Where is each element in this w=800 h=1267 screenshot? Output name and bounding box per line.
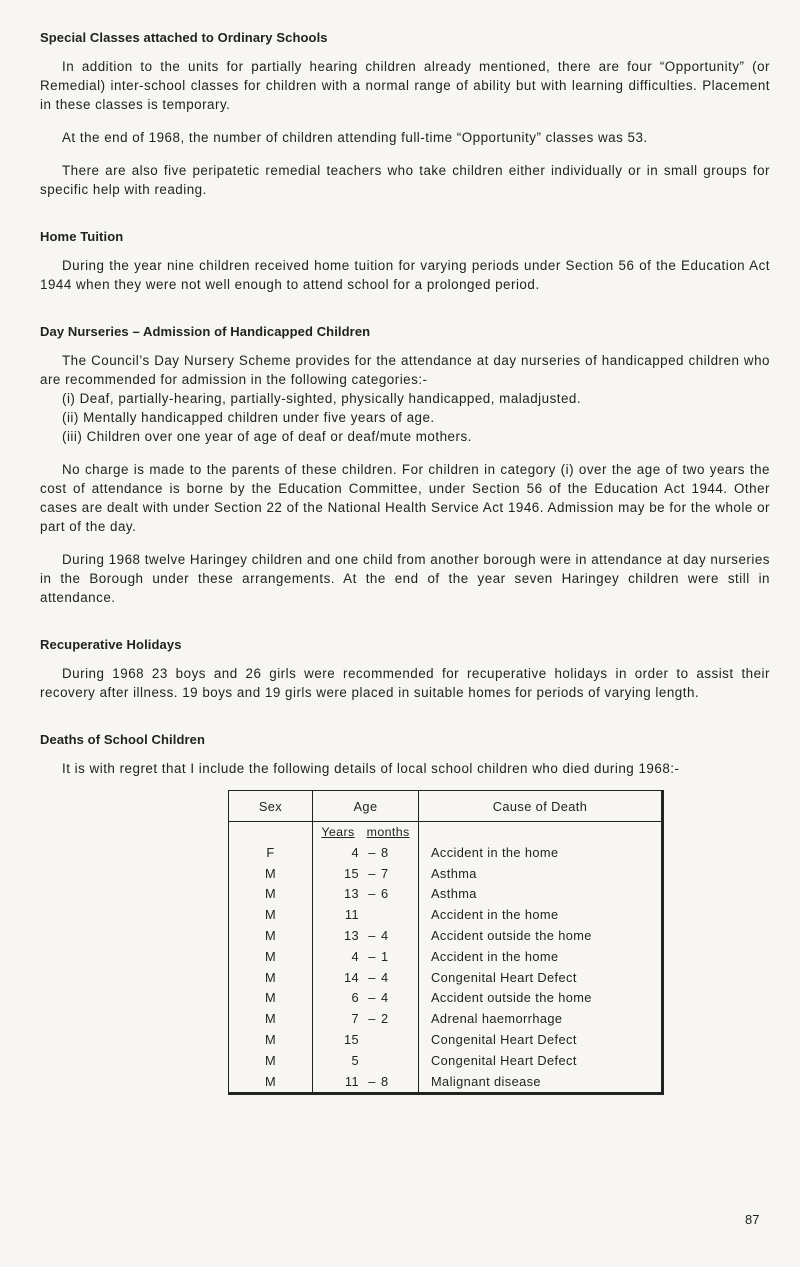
age-cell <box>313 946 419 967</box>
age-cell <box>313 1050 419 1071</box>
age-years: 7 <box>351 1011 359 1027</box>
sex-cell: M <box>229 863 313 884</box>
age-years: 15 <box>343 1032 359 1048</box>
age-dash: – <box>368 844 376 860</box>
subheader-empty <box>419 822 663 843</box>
special-classes-paragraph-3: There are also five peripatetic remedial teachers who take children either individually or in small groups for specific help with reading. <box>40 163 770 197</box>
age-cell <box>313 884 419 905</box>
table-row <box>229 925 663 946</box>
table-row <box>229 842 663 863</box>
cause-cell: Asthma <box>431 886 477 902</box>
category-item: (iii) Children over one year of age of deaf or deaf/mute mothers. <box>62 429 472 444</box>
special-classes-heading: Special Classes attached to Ordinary Schools <box>40 30 328 45</box>
age-months: 4 <box>381 969 389 985</box>
age-years: 13 <box>343 886 359 902</box>
day-nurseries-heading: Day Nurseries – Admission of Handicapped Children <box>40 324 371 339</box>
sex-cell: M <box>229 946 313 967</box>
subheader-months: months <box>366 825 410 839</box>
age-dash: – <box>368 928 376 944</box>
subheader-empty <box>229 822 313 843</box>
cause-cell: Accident outside the home <box>431 990 592 1006</box>
age-years: 4 <box>351 844 359 860</box>
day-nurseries-intro: The Council’s Day Nursery Scheme provides for the attendance at day nurseries of handicapped children who are recommended for admission in the following categories:- <box>40 353 770 387</box>
cause-cell: Malignant disease <box>431 1073 541 1089</box>
cause-cell: Adrenal haemorrhage <box>431 1011 563 1027</box>
table-row <box>229 946 663 967</box>
sex-cell: M <box>229 1029 313 1050</box>
special-classes-paragraph-2: At the end of 1968, the number of children attending full-time “Opportunity” classes was 53. <box>62 130 648 145</box>
sex-cell: M <box>229 967 313 988</box>
table-row <box>229 863 663 884</box>
age-cell <box>313 904 419 925</box>
page-number: 87 <box>745 1212 760 1227</box>
age-cell <box>313 925 419 946</box>
age-months: 2 <box>381 1011 389 1027</box>
age-months: 4 <box>381 990 389 1006</box>
cause-cell: Asthma <box>431 865 477 881</box>
age-years: 6 <box>351 990 359 1006</box>
cause-cell: Congenital Heart Defect <box>431 969 577 985</box>
age-dash: – <box>368 1011 376 1027</box>
age-years: 13 <box>343 928 359 944</box>
age-dash: – <box>368 948 376 964</box>
age-cell <box>313 988 419 1009</box>
age-subheader <box>313 822 419 843</box>
age-years: 15 <box>343 865 359 881</box>
column-header-sex: Sex <box>229 791 313 822</box>
day-nurseries-paragraph-2: During 1968 twelve Haringey children and one child from another borough were in attendance at day nurseries in the Borough under these arrangements. At the end of the year seven Haringey children were still in attendance. <box>40 552 770 605</box>
age-cell <box>313 863 419 884</box>
table-row <box>229 1029 663 1050</box>
age-dash: – <box>368 1073 376 1089</box>
age-years: 4 <box>351 948 359 964</box>
sex-cell: M <box>229 1050 313 1071</box>
deaths-table <box>228 790 664 1095</box>
category-item: (ii) Mentally handicapped children under five years of age. <box>62 410 435 425</box>
sex-cell: M <box>229 988 313 1009</box>
deaths-heading: Deaths of School Children <box>40 732 206 747</box>
sex-cell: M <box>229 925 313 946</box>
table-row <box>229 1050 663 1071</box>
age-cell <box>313 1071 419 1093</box>
cause-cell: Accident in the home <box>431 948 559 964</box>
deaths-intro: It is with regret that I include the following details of local school children who died during 1968:- <box>62 761 680 776</box>
cause-cell: Congenital Heart Defect <box>431 1032 577 1048</box>
age-cell <box>313 1008 419 1029</box>
age-dash: – <box>368 969 376 985</box>
age-years: 11 <box>344 1073 359 1089</box>
home-tuition-paragraph: During the year nine children received home tuition for varying periods under Section 56 of the Education Act 1944 when they were not well enough to attend school for a prolonged period. <box>40 258 770 292</box>
column-header-cause: Cause of Death <box>419 791 663 822</box>
age-months: 8 <box>381 1073 389 1089</box>
age-cell <box>313 842 419 863</box>
age-dash: – <box>368 886 376 902</box>
table-row <box>229 967 663 988</box>
age-years: 14 <box>343 969 359 985</box>
age-months: 7 <box>381 865 389 881</box>
table-row <box>229 1071 663 1093</box>
home-tuition-heading: Home Tuition <box>40 229 124 244</box>
age-cell <box>313 967 419 988</box>
table-row <box>229 904 663 925</box>
table-row <box>229 988 663 1009</box>
age-months: 8 <box>381 844 389 860</box>
age-years: 5 <box>351 1052 359 1068</box>
table-row <box>229 884 663 905</box>
sex-cell: M <box>229 884 313 905</box>
age-dash: – <box>368 865 376 881</box>
category-list <box>40 389 770 446</box>
category-item: (i) Deaf, partially-hearing, partially-sighted, physically handicapped, maladjusted. <box>62 391 582 406</box>
cause-cell: Accident outside the home <box>431 928 592 944</box>
column-header-age <box>313 791 419 822</box>
sex-cell: M <box>229 1008 313 1029</box>
age-months: 4 <box>381 928 389 944</box>
cause-cell: Accident in the home <box>431 844 559 860</box>
recuperative-paragraph: During 1968 23 boys and 26 girls were recommended for recuperative holidays in order to assist their recovery after illness. 19 boys and 19 girls were placed in suitable homes for periods of varying length. <box>40 666 770 700</box>
age-header-label: Age <box>353 798 378 814</box>
day-nurseries-paragraph-1: No charge is made to the parents of these children. For children in category (i) over the age of two years the cost of attendance is borne by the Education Committee, under Section 56 of the Education Act 1944. Other cases are dealt with under Section 22 of the National Health Service Act 1946. Admission may be for the whole or part of the day. <box>40 462 770 534</box>
age-months: 1 <box>381 948 389 964</box>
sex-cell: F <box>229 842 313 863</box>
sex-cell: M <box>229 904 313 925</box>
age-cell <box>313 1029 419 1050</box>
deaths-table-body <box>229 842 663 1093</box>
recuperative-heading: Recuperative Holidays <box>40 637 182 652</box>
age-years: 11 <box>344 907 359 923</box>
table-row <box>229 1008 663 1029</box>
sex-cell: M <box>229 1071 313 1093</box>
age-months: 6 <box>381 886 389 902</box>
special-classes-paragraph-1: In addition to the units for partially hearing children already mentioned, there are four “Opportunity” (or Remedial) inter-school classes for children with a normal range of ability but with learning difficulties. Placement in these classes is temporary. <box>40 59 770 112</box>
age-dash: – <box>368 990 376 1006</box>
cause-cell: Accident in the home <box>431 907 559 923</box>
subheader-years: Years <box>321 825 355 839</box>
document-page <box>40 30 770 1095</box>
cause-cell: Congenital Heart Defect <box>431 1052 577 1068</box>
